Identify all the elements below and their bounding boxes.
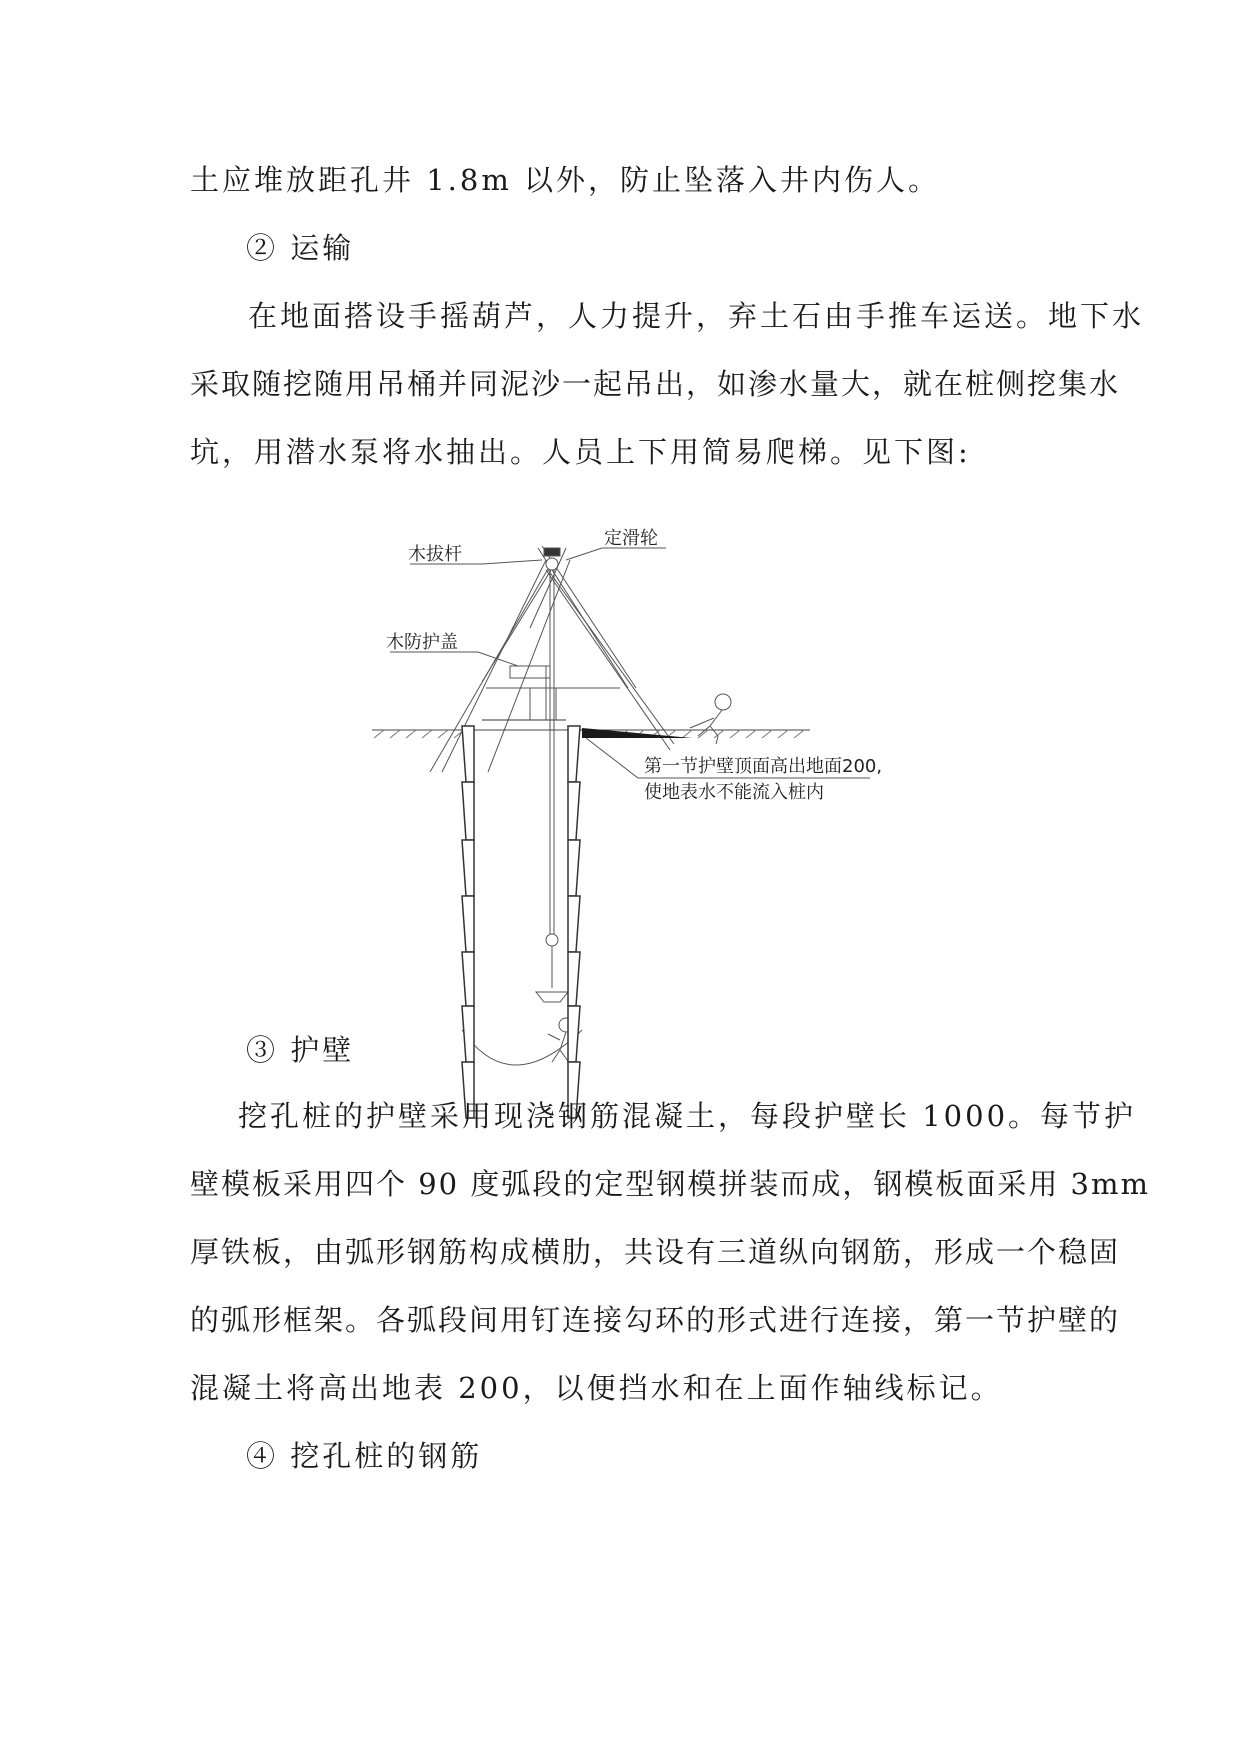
left-wall-seg-1 bbox=[462, 726, 474, 782]
note-line-1: 第一节护壁顶面高出地面200, bbox=[644, 756, 883, 777]
bucket-icon bbox=[536, 992, 568, 1002]
label-cover: 木防护盖 bbox=[386, 632, 458, 653]
pole-left-mid bbox=[482, 562, 556, 682]
pulley-block bbox=[544, 548, 560, 556]
paragraph-2-line-1: 在地面搭设手摇葫芦，人力提升，弃土石由手推车运送。地下水 bbox=[248, 299, 1145, 333]
paragraph-2-line-3: 坑，用潜水泵将水抽出。人员上下用简易爬梯。见下图: bbox=[190, 435, 971, 469]
paragraph-3-line-1: 挖孔桩的护壁采用现浇钢筋混凝土，每段护壁长 1000。每节护 bbox=[238, 1099, 1137, 1133]
right-wall-seg-1 bbox=[568, 726, 580, 782]
paragraph-2-line-2: 采取随挖随用吊桶并同泥沙一起吊出，如渗水量大，就在桩侧挖集水 bbox=[190, 367, 1121, 401]
heading-retaining-wall: ③ 护壁 bbox=[246, 1033, 355, 1067]
note-line-2: 使地表水不能流入桩内 bbox=[644, 782, 824, 803]
rope-reel bbox=[510, 666, 550, 678]
paragraph-3-line-3: 厚铁板，由弧形钢筋构成横肋，共设有三道纵向钢筋，形成一个稳固 bbox=[190, 1235, 1121, 1269]
paragraph-3-line-2: 壁模板采用四个 90 度弧段的定型钢模拼装而成，钢模板面采用 3mm bbox=[190, 1167, 1151, 1201]
paragraph-3-line-5: 混凝土将高出地表 200，以便挡水和在上面作轴线标记。 bbox=[190, 1371, 1003, 1405]
hole-bottom bbox=[462, 1030, 582, 1065]
paragraph-1-line-1: 土应堆放距孔井 1.8m 以外，防止坠落入井内伤人。 bbox=[190, 163, 941, 197]
paragraph-3-line-4: 的弧形框架。各弧段间用钉连接勾环的形式进行连接，第一节护壁的 bbox=[190, 1303, 1121, 1337]
rope-to-worker-2 bbox=[546, 570, 670, 750]
pulley-icon bbox=[546, 558, 558, 570]
heading-transport: ② 运输 bbox=[246, 231, 355, 265]
label-pulley: 定滑轮 bbox=[604, 528, 658, 549]
rope-to-worker bbox=[548, 570, 674, 744]
label-pole: 木拔杆 bbox=[408, 544, 462, 565]
heading-pile-rebar: ④ 挖孔桩的钢筋 bbox=[246, 1439, 483, 1473]
pile-hole-lifting-diagram bbox=[370, 528, 890, 1120]
